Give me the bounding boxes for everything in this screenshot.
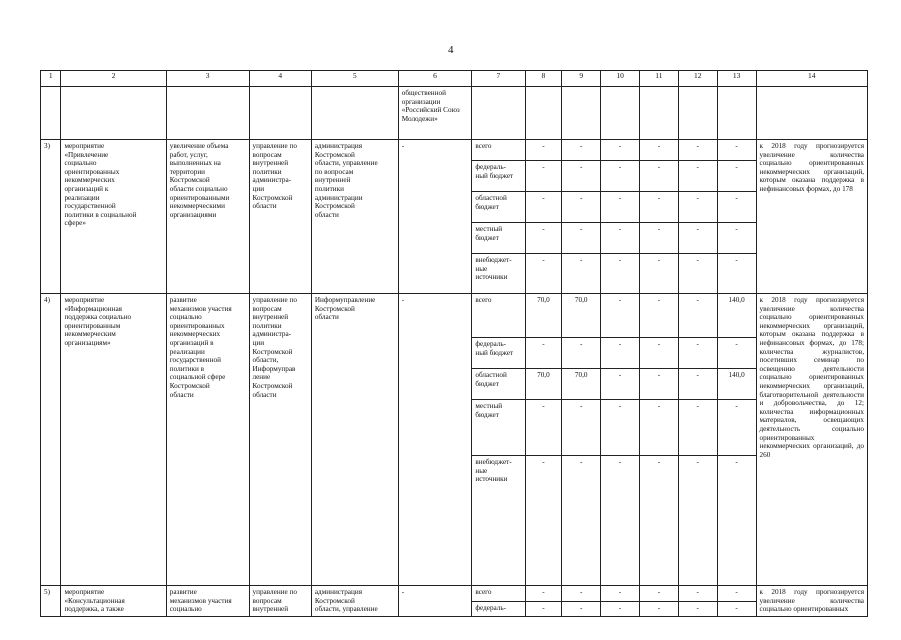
funding-row <box>41 294 868 338</box>
funding-value: - <box>601 369 640 400</box>
funding-value: - <box>639 369 678 400</box>
funding-value: - <box>525 601 562 616</box>
event-col6: - <box>398 294 472 586</box>
funding-value: - <box>639 456 678 586</box>
continuation-org-text: общественной организации «Российский Союз Молодежи» <box>398 87 472 140</box>
program-table <box>40 70 868 617</box>
page-number: 4 <box>448 44 454 56</box>
event-result: к 2018 году прогнозируется увеличение количества социально ориентированных <box>756 586 867 617</box>
funding-value: - <box>717 601 756 616</box>
header-cell: 8 <box>525 71 562 87</box>
funding-value: - <box>601 601 640 616</box>
event-name: мероприятие «Привлечение социально ориентированных некоммерческих организаций к реализации государственной политики в социальной сфере» <box>61 140 166 294</box>
funding-value: - <box>562 601 601 616</box>
funding-value: - <box>639 192 678 223</box>
funding-value: - <box>525 223 562 254</box>
funding-row <box>41 140 868 161</box>
header-cell: 13 <box>717 71 756 87</box>
funding-value: - <box>525 192 562 223</box>
funding-value: - <box>717 586 756 602</box>
funding-value: - <box>562 400 601 456</box>
funding-value: - <box>717 254 756 294</box>
funding-value: - <box>639 586 678 602</box>
header-cell: 4 <box>249 71 311 87</box>
event-responsible: управление по вопросам внутренней <box>249 586 311 617</box>
funding-value: 140,0 <box>717 369 756 400</box>
funding-value: - <box>678 400 717 456</box>
funding-value: - <box>525 400 562 456</box>
funding-source: внебюджет- ные источники <box>472 254 525 294</box>
event-result: к 2018 году прогнозируется увеличение количества социально ориентированных некоммерческих организаций, которым оказана поддержка в нефинансовых формах, до 178 <box>756 140 867 294</box>
funding-value: - <box>639 140 678 161</box>
funding-value: - <box>562 586 601 602</box>
funding-value: - <box>717 400 756 456</box>
funding-source: федераль- ный бюджет <box>472 161 525 192</box>
funding-source: местный бюджет <box>472 223 525 254</box>
funding-value: - <box>678 140 717 161</box>
funding-value: - <box>601 586 640 602</box>
funding-value: - <box>717 161 756 192</box>
header-row <box>41 71 868 87</box>
event-coexecutor: Информуправление Костромской области <box>311 294 398 586</box>
funding-value: 70,0 <box>562 369 601 400</box>
header-cell: 6 <box>398 71 472 87</box>
funding-value: - <box>601 140 640 161</box>
funding-value: - <box>678 601 717 616</box>
funding-value: - <box>562 161 601 192</box>
funding-value: - <box>601 338 640 369</box>
funding-value: - <box>717 140 756 161</box>
header-cell: 12 <box>678 71 717 87</box>
funding-value: - <box>717 192 756 223</box>
funding-value: - <box>717 456 756 586</box>
funding-value: - <box>678 192 717 223</box>
funding-source: внебюджет- ные источники <box>472 456 525 586</box>
event-coexecutor: администрация Костромской области, управление <box>311 586 398 617</box>
funding-source: федераль- ный бюджет <box>472 338 525 369</box>
funding-value: - <box>639 161 678 192</box>
header-cell: 3 <box>166 71 249 87</box>
funding-value: - <box>601 294 640 338</box>
funding-value: - <box>678 586 717 602</box>
header-cell: 14 <box>756 71 867 87</box>
funding-source: областной бюджет <box>472 369 525 400</box>
funding-source: всего <box>472 140 525 161</box>
header-cell: 2 <box>61 71 166 87</box>
funding-value: 70,0 <box>525 294 562 338</box>
event-col6: - <box>398 140 472 294</box>
funding-value: - <box>525 140 562 161</box>
funding-value: - <box>562 338 601 369</box>
funding-source: федераль- <box>472 601 525 616</box>
header-cell: 9 <box>562 71 601 87</box>
funding-value: - <box>525 586 562 602</box>
funding-source: всего <box>472 586 525 602</box>
funding-value: - <box>562 140 601 161</box>
funding-row <box>41 586 868 602</box>
funding-value: - <box>562 456 601 586</box>
funding-value: - <box>601 254 640 294</box>
funding-value: - <box>601 223 640 254</box>
funding-value: - <box>601 161 640 192</box>
header-cell: 7 <box>472 71 525 87</box>
funding-value: - <box>639 254 678 294</box>
funding-value: - <box>639 400 678 456</box>
event-number: 4) <box>41 294 61 586</box>
funding-source: всего <box>472 294 525 338</box>
header-cell: 1 <box>41 71 61 87</box>
funding-value: - <box>525 338 562 369</box>
event-col6: - <box>398 586 472 617</box>
funding-value: - <box>562 192 601 223</box>
funding-value: - <box>639 601 678 616</box>
event-responsible: управление по вопросам внутренней политики администра- ции Костромской области <box>249 140 311 294</box>
funding-value: - <box>678 294 717 338</box>
event-number: 3) <box>41 140 61 294</box>
funding-value: - <box>678 338 717 369</box>
event-number: 5) <box>41 586 61 617</box>
event-name: мероприятие «Консультационная поддержка, а также <box>61 586 166 617</box>
header-cell: 11 <box>639 71 678 87</box>
funding-value: - <box>678 161 717 192</box>
funding-source: областной бюджет <box>472 192 525 223</box>
header-cell: 10 <box>601 71 640 87</box>
funding-value: - <box>601 400 640 456</box>
funding-value: - <box>601 192 640 223</box>
funding-source: местный бюджет <box>472 400 525 456</box>
event-indicator: увеличение объема работ, услуг, выполненных на территории Костромской области социально ориентированными некоммерческими организациями <box>166 140 249 294</box>
continuation-row <box>41 87 868 140</box>
event-name: мероприятие «Информационная поддержка социально ориентированным некоммерческим организациям» <box>61 294 166 586</box>
funding-value: - <box>678 369 717 400</box>
funding-value: 70,0 <box>562 294 601 338</box>
event-coexecutor: администрация Костромской области, управление по вопросам внутренней политики администрации Костромской области <box>311 140 398 294</box>
event-responsible: управление по вопросам внутренней политики администра- ции Костромской области, Информуправ ление Костромской области <box>249 294 311 586</box>
funding-value: - <box>639 294 678 338</box>
funding-value: - <box>639 338 678 369</box>
funding-value: - <box>639 223 678 254</box>
event-result: к 2018 году прогнозируется увеличение количества социально ориентированных некоммерческих организаций, которым оказана поддержка в нефинансовых формах, до 178; количества журналистов, посетивших семинар по освещению деятельности социально ориентированных некоммерческих организаций, благотворительной деятельности и добровольчества, до 12; количества информационных материалов, освещающих деятельность социально ориентированных некоммерческих организаций, до 260 <box>756 294 867 586</box>
funding-value: - <box>525 456 562 586</box>
funding-value: - <box>717 338 756 369</box>
funding-value: - <box>562 254 601 294</box>
funding-value: - <box>717 223 756 254</box>
funding-value: - <box>562 223 601 254</box>
funding-value: - <box>678 254 717 294</box>
funding-value: - <box>601 456 640 586</box>
funding-value: - <box>525 254 562 294</box>
funding-value: - <box>678 456 717 586</box>
funding-value: 70,0 <box>525 369 562 400</box>
event-indicator: развитие механизмов участия социально <box>166 586 249 617</box>
funding-value: - <box>525 161 562 192</box>
event-indicator: развитие механизмов участия социально ориентированных некоммерческих организаций в реализации государственной политики в социальной сфере Костромской области <box>166 294 249 586</box>
funding-value: 140,0 <box>717 294 756 338</box>
funding-value: - <box>678 223 717 254</box>
header-cell: 5 <box>311 71 398 87</box>
